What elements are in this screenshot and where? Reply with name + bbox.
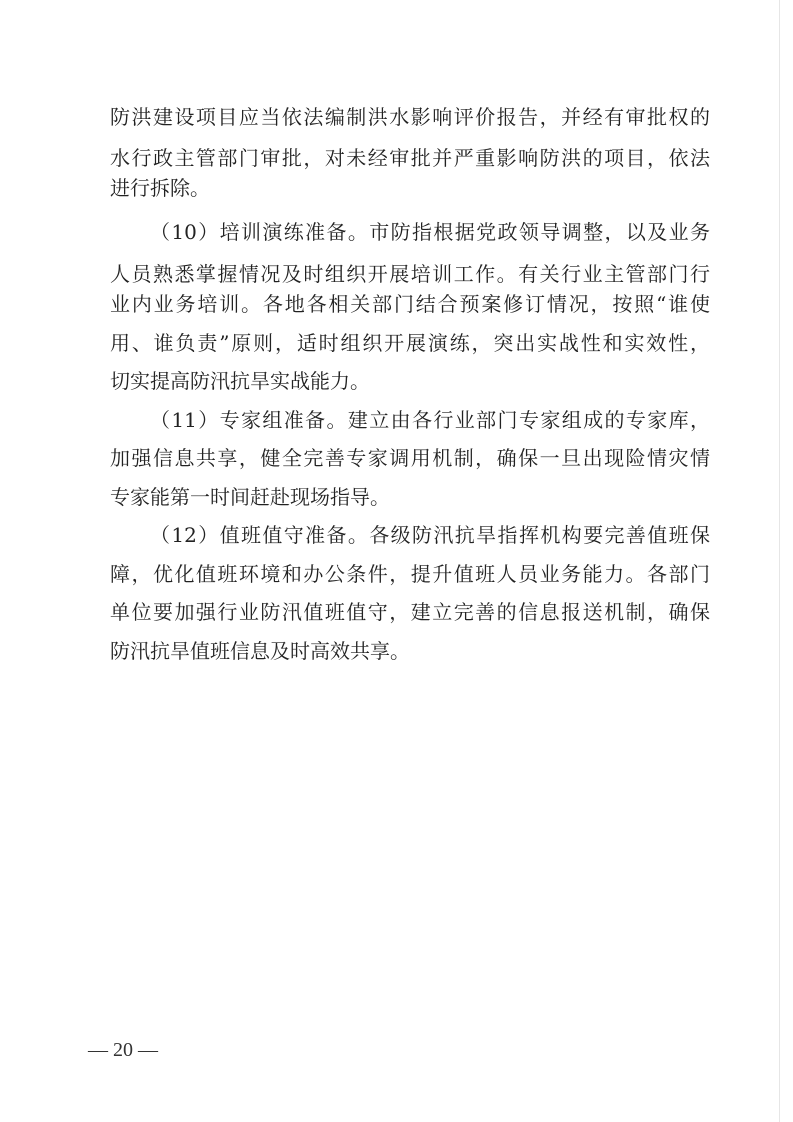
text-line: 防汛抗旱值班信息及时高效共享。 <box>110 639 410 663</box>
text-line: 进行拆除。 <box>110 176 210 200</box>
text-line: 加强信息共享，健全完善专家调用机制，确保一旦出现险情灾情 <box>110 446 710 470</box>
text-line: 单位要加强行业防汛值班值守，建立完善的信息报送机制，确保 <box>110 600 710 624</box>
scan-edge-divider <box>779 0 780 1122</box>
text-line: 水行政主管部门审批，对未经审批并严重影响防洪的项目，依法 <box>110 146 710 170</box>
text-line: 人员熟悉掌握情况及时组织开展培训工作。有关行业主管部门行 <box>110 262 710 286</box>
page-number: — 20 — <box>88 1039 158 1061</box>
text-line: 用、谁负责”原则，适时组织开展演练，突出实战性和实效性， <box>110 331 710 355</box>
text-line: 专家能第一时间赶赴现场指导。 <box>110 485 390 509</box>
text-line: 业内业务培训。各地各相关部门结合预案修订情况，按照“谁使 <box>110 292 710 316</box>
text-line: 防洪建设项目应当依法编制洪水影响评价报告，并经有审批权的 <box>110 105 710 129</box>
text-line: 切实提高防汛抗旱实战能力。 <box>110 369 370 393</box>
text-line: （11）专家组准备。建立由各行业部门专家组成的专家库， <box>150 408 710 432</box>
text-line: 障，优化值班环境和办公条件，提升值班人员业务能力。各部门 <box>110 562 710 586</box>
text-line: （10）培训演练准备。市防指根据党政领导调整，以及业务 <box>150 220 710 244</box>
text-line: （12）值班值守准备。各级防汛抗旱指挥机构要完善值班保 <box>150 523 710 547</box>
